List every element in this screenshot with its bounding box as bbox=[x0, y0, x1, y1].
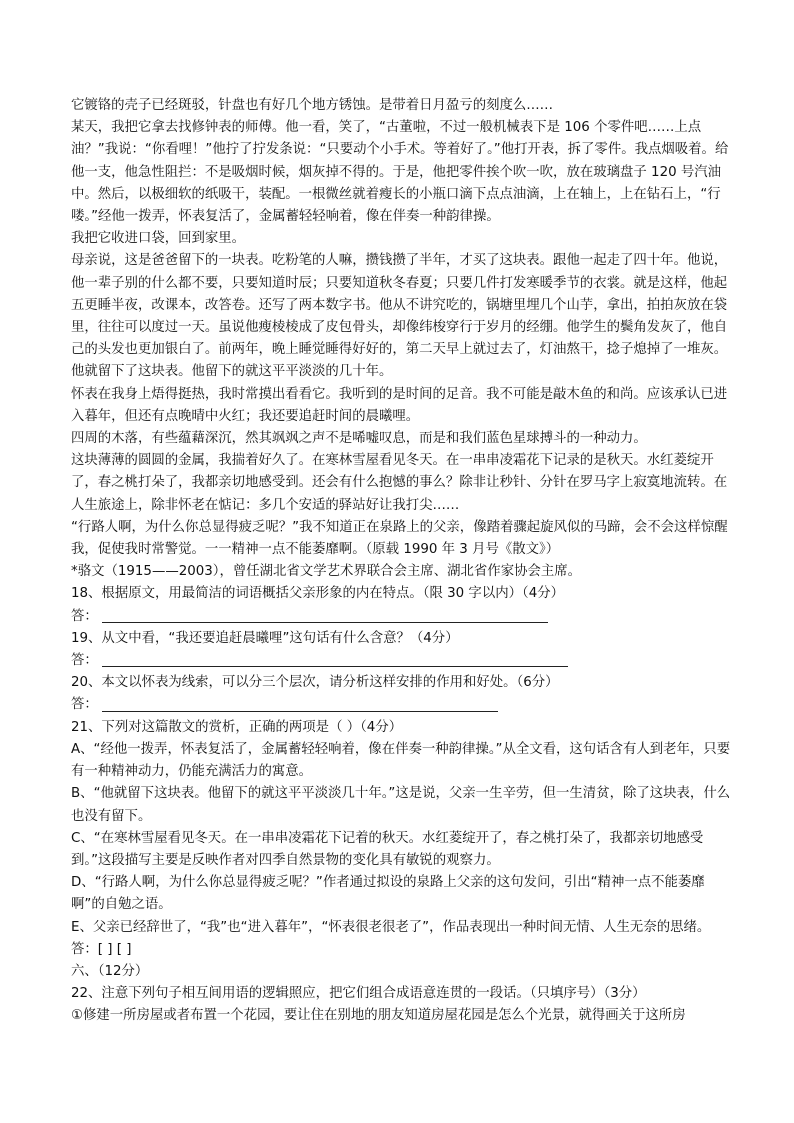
passage-paragraph: 怀表在我身上焐得挺热，我时常摸出看看它。我听到的是时间的足音。我不可能是敲木鱼的和尚。应该承认已进入暮年，但还有点晚晴中火红；我还要追赶时间的晨曦哩。 bbox=[71, 386, 728, 424]
question-20: 20、本文以怀表为线索，可以分三个层次，请分析这样安排的作用和好处。（6分） bbox=[71, 675, 559, 691]
option-c: C、“在寒林雪屋看见冬天。在一串串凌霜花下记着的秋天。水红菱绽开了，春之桃打朵了，我都亲切地感受到。”这段描写主要是反映作者对四季自然景物的变化具有敏锐的观察力。 bbox=[71, 830, 704, 868]
passage-paragraph: “行路人啊，为什么你总显得疲乏呢？”我不知道正在泉路上的父亲，像踏着骤起旋风似的马蹄，会不会这样惊醒我，促使我时常警觉。一一精神一点不能萎靡啊。（原载 1990 年 3 月号《散文》） bbox=[71, 519, 728, 558]
answer-label: 答： bbox=[71, 608, 98, 624]
answer-line-18[interactable] bbox=[71, 606, 731, 628]
passage-paragraph: 它镀铬的壳子已经斑驳，针盘也有好几个地方锈蚀。是带着日月盈亏的刻度么…… bbox=[71, 98, 554, 113]
question-22-item-1: ①修建一所房屋或者布置一个花园，要让住在别地的朋友知道房屋花园是怎么个光景，就得画关于这所房 bbox=[71, 1008, 686, 1024]
answer-label: 答： bbox=[71, 653, 98, 669]
question-21: 21、下列对这篇散文的赏析，正确的两项是（ ）（4分） bbox=[71, 719, 403, 735]
answer-line-19[interactable] bbox=[71, 650, 731, 672]
passage-paragraph: 母亲说，这是爸爸留下的一块表。吃粉笔的人嘛，攒钱攒了半年，才买了这块表。跟他一起走了四十年。他说，他一辈子别的什么都不要，只要知道时辰；只要知道秋冬春夏；只要几件打发寒暖季节的衣裳。就是这样，他起五更睡半夜，改课本，改答卷。还写了两本数字书。他从不讲究吃的，锅塘里埋几个山芋，拿出，拍拍灰放在袋里，往往可以度过一天。虽说他瘦棱棱成了皮包骨头，却像纬梭穿行于岁月的经绷。他学生的鬓角发灰了，他自己的头发也更加银白了。前两年，晚上睡觉睡得好好的，第二天早上就过去了，灯油熬干，捻子熄掉了一堆灰。他就留下了这块表。他留下的就这平平淡淡的几十年。 bbox=[71, 253, 728, 380]
passage-paragraph: 我把它收进口袋，回到家里。 bbox=[71, 231, 246, 247]
answer-blank[interactable] bbox=[102, 608, 548, 623]
question-22: 22、注意下列句子相互间用语的逻辑照应，把它们组合成语意连贯的一段话。（只填序号）（3分） bbox=[71, 986, 646, 1002]
answer-label: 答： bbox=[71, 697, 98, 713]
answer-line-20[interactable] bbox=[71, 694, 731, 716]
question-19: 19、从文中看，“我还要追赶晨曦哩”这句话有什么含意？（4分） bbox=[71, 630, 459, 646]
passage-paragraph: 这块薄薄的圆圆的金属，我揣着好久了。在寒林雪屋看见冬天。在一串串凌霜花下记录的是秋天。水红菱绽开了，春之桃打朵了，我都亲切地感受到。还会有什么抱憾的事么？除非让秒针、分针在罗马字上寂寞地流转。在人生旅途上，除非怀老在惦记：多几个安适的驿站好让我打尖…… bbox=[71, 453, 728, 513]
answer-blank[interactable] bbox=[102, 697, 498, 712]
option-e: E、父亲已经辞世了，“我”也“进入暮年”，“怀表很老很老了”，作品表现出一种时间无情、人生无奈的思绪。答：[ ] [ ] bbox=[71, 919, 711, 957]
answer-blank[interactable] bbox=[102, 652, 568, 667]
document-page bbox=[71, 95, 731, 1028]
question-18: 18、根据原文，用最简洁的词语概括父亲形象的内在特点。（限 30 字以内）（4分） bbox=[71, 586, 564, 602]
option-a: A、“经他一拨弄，怀表复活了，金属蓄轻轻响着，像在伴奏一种韵律操。”从全文看，这句话含有人到老年，只要有一种精神动力，仍能充满活力的寓意。 bbox=[71, 741, 731, 780]
passage-paragraph: 四周的木落，有些蕴藉深沉，然其飒飒之声不是唏嘘叹息，而是和我们蓝色星球搏斗的一种动力。 bbox=[71, 431, 647, 447]
author-note: *骆文（1915——2003），曾任湖北省文学艺术界联合会主席、湖北省作家协会主席。 bbox=[71, 564, 582, 580]
option-b: B、“他就留下这块表。他留下的就这平平淡淡几十年。”这是说，父亲一生辛劳，但一生清贫，除了这块表，什么也没有留下。 bbox=[71, 786, 731, 824]
section-heading: 六、（12分） bbox=[71, 963, 149, 979]
option-d: D、“行路人啊，为什么你总显得疲乏呢？”作者通过拟设的泉路上父亲的这句发问，引出“精神一点不能萎靡啊”的自勉之语。 bbox=[71, 875, 705, 913]
passage-paragraph: 某天，我把它拿去找修钟表的师傅。他一看，笑了，“古董啦，不过一般机械表下是 106 个零件吧……上点油？”我说：“你看哩！”他拧了拧发条说：“只要动个小手术。等着好了。”他打开表，拆了零件。我点烟吸着。给他一支，他急性阻拦：不是吸烟时候，烟灰掉不得的。于是，他把零件挨个吹一吹，放在玻璃盘子 120 号汽油中。然后，以极细软的纸吸干，装配。一根微丝就着瘦长的小瓶口滴下点点油滴，上在轴上，上在钻石上，“行喽。”经他一拨弄，怀表复活了，金属蓄轻轻响着，像在伴奏一种韵律操。 bbox=[71, 120, 729, 225]
